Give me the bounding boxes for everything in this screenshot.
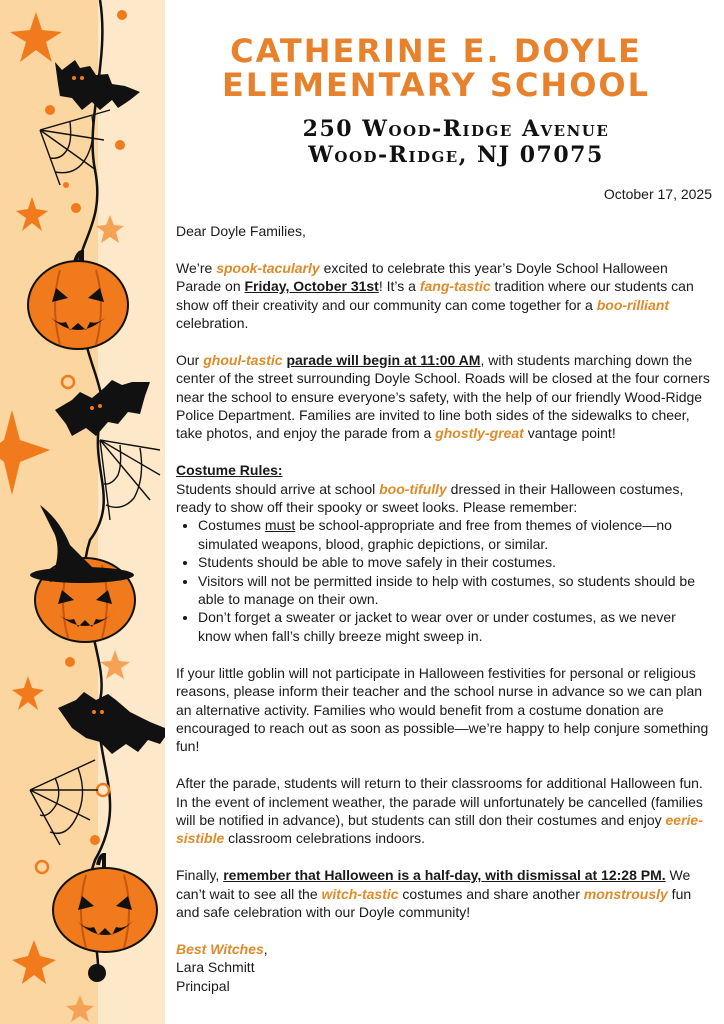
list-item: • Students should be able to move safely in their costumes.: [198, 553, 710, 571]
text: celebration.: [176, 315, 249, 332]
sidebar-art: [0, 0, 165, 1024]
list-item: • Visitors will not be permitted inside to help with costumes, so students should be able to manage on their own.: [198, 572, 710, 609]
letter-body: [176, 222, 710, 995]
text: Students should arrive at school: [176, 480, 380, 497]
star-icon: [66, 995, 94, 1022]
school-name: [186, 34, 686, 102]
star-icon: [10, 12, 62, 62]
text: Finally,: [176, 867, 224, 884]
text: ,: [263, 940, 268, 957]
text: excited to celebrate this year’s Doyle School Halloween Parade on: [176, 259, 668, 295]
text: tradition where our students can show off their creativity and our community can come together for a: [176, 278, 694, 313]
closing-phrase: Best Witches: [176, 940, 264, 957]
halloween-sidebar: [0, 0, 165, 1024]
pun-text: eerie-sistible: [176, 811, 703, 847]
parade-date-highlight: Friday, October 31st: [244, 278, 379, 295]
bat-icon: [55, 60, 140, 110]
closing-line: [176, 940, 710, 958]
signature-block: [176, 940, 710, 995]
costume-rules-list: [176, 516, 710, 645]
list-item: [198, 516, 710, 553]
emphasis-must: must: [264, 517, 296, 534]
address-line-1: 250 Wood-Ridge Avenue: [302, 116, 610, 142]
paragraph-after-parade: [176, 774, 710, 848]
star-icon: [0, 410, 50, 495]
pun-text: boo-rilliant: [596, 296, 670, 313]
school-name-line-2: ELEMENTARY SCHOOL: [221, 66, 650, 104]
costume-rules-heading: Costume Rules:: [176, 462, 283, 479]
jack-o-lantern-icon: [28, 252, 128, 349]
text: We can’t wait to see all the: [176, 867, 691, 902]
dismissal-highlight: remember that Halloween is a half-day, with dismissal at 12:28 PM.: [223, 867, 666, 884]
paragraph-closing: [176, 866, 710, 921]
pun-text: ghostly-great: [435, 425, 524, 442]
greeting: Dear Doyle Families,: [176, 223, 306, 239]
paragraph-parade: [176, 351, 710, 443]
costume-rules-intro: [176, 480, 710, 517]
pun-text: witch-tastic: [321, 885, 399, 902]
text: classroom celebrations indoors.: [224, 830, 426, 847]
pun-text: boo-tifully: [379, 480, 447, 497]
parade-time-highlight: parade will begin at 11:00 AM: [286, 351, 481, 368]
pun-text: ghoul-tastic: [203, 351, 283, 368]
costume-rules-section: [176, 461, 710, 645]
signer-title: Principal: [176, 977, 230, 994]
spiderweb-icon: [30, 760, 98, 845]
star-icon: [12, 676, 44, 710]
list-item: • Don’t forget a sweater or jacket to wear over or under costumes, as we never know when fall’s chilly breeze might sweep in.: [198, 608, 710, 645]
text: , with students marching down the center of the street surrounding Doyle School. Roads will be closed at the four corners near the school to ensure everyone’s safety, with the help of our friendly Wood-Ridge Police Department. Families are invited to line both sides of the sidewalks to cheer, take photos, and enjoy the parade from a: [176, 351, 710, 442]
signer-name: Lara Schmitt: [176, 959, 255, 976]
text: We’re: [176, 259, 217, 276]
witch-hat-icon: [30, 505, 134, 583]
text: fun and safe celebration with our Doyle community!: [176, 885, 692, 920]
text: Our: [176, 351, 204, 368]
star-icon: [100, 650, 130, 679]
pun-text: monstrously: [583, 885, 668, 902]
star-icon: [96, 215, 124, 243]
text: costumes and share another: [398, 885, 584, 902]
spiderweb-icon: [40, 110, 110, 185]
letter-date: October 17, 2025: [603, 186, 712, 202]
star-icon: [12, 940, 56, 984]
address-line-2: Wood-Ridge, NJ 07075: [308, 142, 604, 168]
school-address: [186, 116, 724, 168]
paragraph-participation: If your little goblin will not participate in Halloween festivities for personal or religious reasons, please inform their teacher and the school nurse in advance so we can plan an alternative activity. Families who would benefit from a costume donation are encouraged to reach out as soon as possible—we’re happy to help conjure something fun!: [176, 664, 709, 755]
pun-text: spook-tacularly: [216, 259, 320, 276]
star-icon: [16, 197, 48, 231]
text: be school-appropriate and free from themes of violence—no simulated weapons, blood, graphic depictions, or similar.: [198, 517, 672, 552]
text: dressed in their Halloween costumes, ready to show off their spooky or sweet looks. Please remember:: [176, 480, 684, 516]
text: After the parade, students will return to their classrooms for additional Halloween fun. In the event of inclement weather, the parade will unfortunately be cancelled (families will be notified in advance), but students can still don their costumes and enjoy: [176, 775, 703, 828]
paragraph-intro: [176, 259, 710, 333]
school-name-line-1: CATHERINE E. DOYLE: [230, 32, 642, 70]
text: vantage point!: [523, 425, 616, 442]
jack-o-lantern-icon: [53, 855, 157, 952]
text: ! It’s a: [378, 278, 420, 295]
text: Costumes: [198, 517, 265, 534]
pun-text: fang-tastic: [419, 278, 491, 295]
bat-icon: [58, 692, 165, 754]
spiderweb-icon: [100, 440, 160, 520]
